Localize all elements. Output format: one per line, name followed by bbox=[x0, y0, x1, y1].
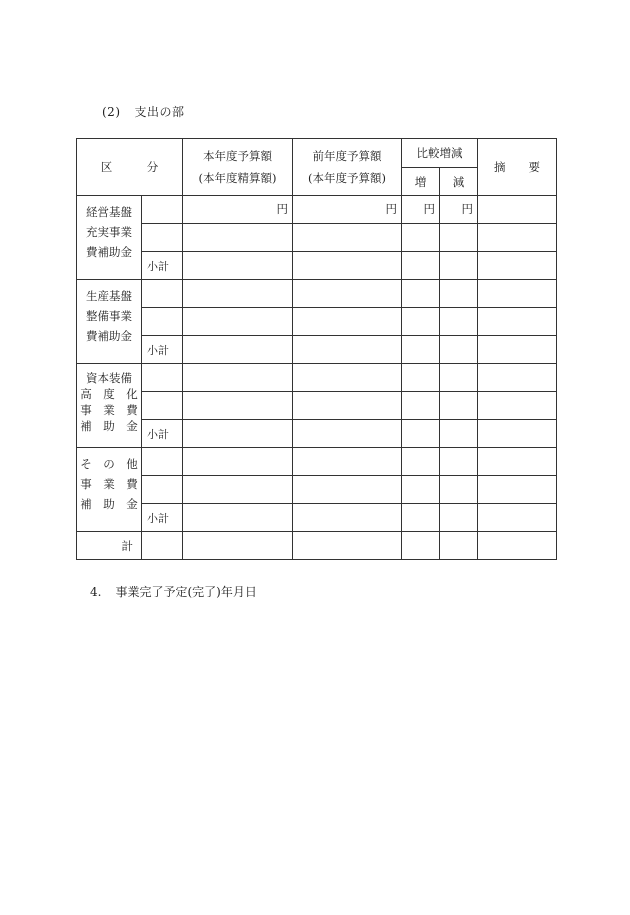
header-current-year-label: 本年度予算額 bbox=[203, 149, 272, 163]
table-row bbox=[77, 392, 557, 420]
category-line: 費補助金 bbox=[86, 245, 132, 259]
blank-cell bbox=[402, 364, 440, 392]
blank-cell bbox=[402, 392, 440, 420]
blank-cell bbox=[293, 280, 402, 308]
table-row bbox=[77, 196, 557, 224]
blank-cell bbox=[440, 308, 478, 336]
header-previous-year-sub: (本年度予算額) bbox=[308, 171, 386, 185]
blank-cell bbox=[293, 308, 402, 336]
blank-cell bbox=[293, 336, 402, 364]
blank-cell bbox=[183, 448, 293, 476]
table-row bbox=[77, 448, 557, 476]
table-row bbox=[77, 280, 557, 308]
category-cell-2 bbox=[77, 280, 142, 364]
blank-cell bbox=[293, 532, 402, 560]
footer-number: 4. bbox=[90, 585, 102, 599]
blank-cell bbox=[478, 504, 557, 532]
table-row bbox=[77, 308, 557, 336]
header-current-year-sub: (本年度精算額) bbox=[198, 171, 277, 185]
blank-cell bbox=[402, 504, 440, 532]
header-remarks: 摘 要 bbox=[478, 139, 557, 196]
blank-cell bbox=[440, 448, 478, 476]
blank-cell bbox=[142, 280, 183, 308]
header-previous-year bbox=[293, 139, 402, 196]
section-title-text: 支出の部 bbox=[134, 105, 185, 119]
blank-cell bbox=[440, 504, 478, 532]
category-line: 整備事業 bbox=[86, 309, 132, 323]
blank-cell bbox=[142, 448, 183, 476]
total-row bbox=[77, 532, 557, 560]
blank-cell bbox=[142, 308, 183, 336]
header-category: 区 分 bbox=[77, 139, 183, 196]
blank-cell bbox=[478, 252, 557, 280]
table-row bbox=[77, 252, 557, 280]
expenditure-table bbox=[76, 138, 557, 560]
blank-cell bbox=[440, 420, 478, 448]
blank-cell bbox=[293, 392, 402, 420]
category-cell-4 bbox=[77, 448, 142, 532]
category-line: 資本装備 bbox=[86, 371, 132, 385]
header-increase: 増 bbox=[402, 168, 440, 196]
section-number: (2) bbox=[102, 105, 121, 119]
category-line: 事 業 費 bbox=[80, 477, 138, 491]
table-row bbox=[77, 336, 557, 364]
blank-cell bbox=[440, 532, 478, 560]
blank-cell bbox=[293, 504, 402, 532]
blank-cell bbox=[478, 476, 557, 504]
blank-cell bbox=[183, 280, 293, 308]
blank-cell bbox=[440, 224, 478, 252]
blank-cell bbox=[402, 252, 440, 280]
blank-cell bbox=[402, 420, 440, 448]
category-line: 高 度 化 bbox=[80, 387, 138, 401]
header-decrease: 減 bbox=[440, 168, 478, 196]
category-line: 費補助金 bbox=[86, 329, 132, 343]
blank-cell bbox=[293, 420, 402, 448]
blank-cell bbox=[183, 532, 293, 560]
blank-cell bbox=[440, 364, 478, 392]
table-row bbox=[77, 224, 557, 252]
blank-cell bbox=[142, 476, 183, 504]
blank-cell bbox=[142, 196, 183, 224]
blank-cell bbox=[440, 280, 478, 308]
blank-cell bbox=[183, 336, 293, 364]
blank-cell bbox=[402, 532, 440, 560]
blank-cell bbox=[183, 392, 293, 420]
category-cell-1 bbox=[77, 196, 142, 280]
unit-decrease: 円 bbox=[440, 196, 478, 224]
blank-cell bbox=[183, 476, 293, 504]
header-row-1 bbox=[77, 139, 557, 168]
blank-cell bbox=[440, 476, 478, 504]
subtotal-label: 小計 bbox=[142, 420, 183, 448]
blank-cell bbox=[293, 252, 402, 280]
blank-cell bbox=[183, 364, 293, 392]
blank-cell bbox=[293, 224, 402, 252]
blank-cell bbox=[402, 280, 440, 308]
subtotal-label: 小計 bbox=[142, 336, 183, 364]
category-line: 補 助 金 bbox=[80, 419, 138, 433]
section-heading bbox=[102, 103, 185, 120]
subtotal-label: 小計 bbox=[142, 252, 183, 280]
blank-cell bbox=[478, 224, 557, 252]
blank-cell bbox=[478, 420, 557, 448]
blank-cell bbox=[142, 532, 183, 560]
table-row bbox=[77, 420, 557, 448]
blank-cell bbox=[478, 336, 557, 364]
unit-current: 円 bbox=[183, 196, 293, 224]
blank-cell bbox=[142, 392, 183, 420]
blank-cell bbox=[402, 448, 440, 476]
blank-cell bbox=[183, 420, 293, 448]
footer-text: 事業完了予定(完了)年月日 bbox=[115, 585, 257, 599]
table-row bbox=[77, 504, 557, 532]
header-current-year bbox=[183, 139, 293, 196]
blank-cell bbox=[293, 364, 402, 392]
blank-cell bbox=[293, 476, 402, 504]
category-line: 経営基盤 bbox=[86, 205, 132, 219]
remarks-cell bbox=[478, 196, 557, 224]
blank-cell bbox=[478, 532, 557, 560]
blank-cell bbox=[402, 224, 440, 252]
blank-cell bbox=[478, 392, 557, 420]
blank-cell bbox=[478, 448, 557, 476]
blank-cell bbox=[183, 504, 293, 532]
table-row bbox=[77, 364, 557, 392]
header-comparison: 比較増減 bbox=[402, 139, 478, 168]
total-label: 計 bbox=[77, 532, 142, 560]
unit-previous: 円 bbox=[293, 196, 402, 224]
category-line: 補 助 金 bbox=[80, 497, 138, 511]
subtotal-label: 小計 bbox=[142, 504, 183, 532]
category-cell-3 bbox=[77, 364, 142, 448]
blank-cell bbox=[293, 448, 402, 476]
blank-cell bbox=[183, 252, 293, 280]
blank-cell bbox=[142, 364, 183, 392]
blank-cell bbox=[183, 308, 293, 336]
table-row bbox=[77, 476, 557, 504]
blank-cell bbox=[183, 224, 293, 252]
blank-cell bbox=[478, 280, 557, 308]
blank-cell bbox=[402, 336, 440, 364]
blank-cell bbox=[402, 476, 440, 504]
blank-cell bbox=[440, 392, 478, 420]
blank-cell bbox=[478, 308, 557, 336]
completion-date-heading bbox=[90, 583, 257, 600]
category-line: 事 業 費 bbox=[80, 403, 138, 417]
blank-cell bbox=[142, 224, 183, 252]
header-previous-year-label: 前年度予算額 bbox=[312, 149, 382, 163]
blank-cell bbox=[440, 252, 478, 280]
blank-cell bbox=[402, 308, 440, 336]
blank-cell bbox=[478, 364, 557, 392]
unit-increase: 円 bbox=[402, 196, 440, 224]
category-line: 生産基盤 bbox=[86, 289, 132, 303]
category-line: 充実事業 bbox=[86, 225, 132, 239]
category-line: そ の 他 bbox=[80, 457, 138, 471]
blank-cell bbox=[440, 336, 478, 364]
